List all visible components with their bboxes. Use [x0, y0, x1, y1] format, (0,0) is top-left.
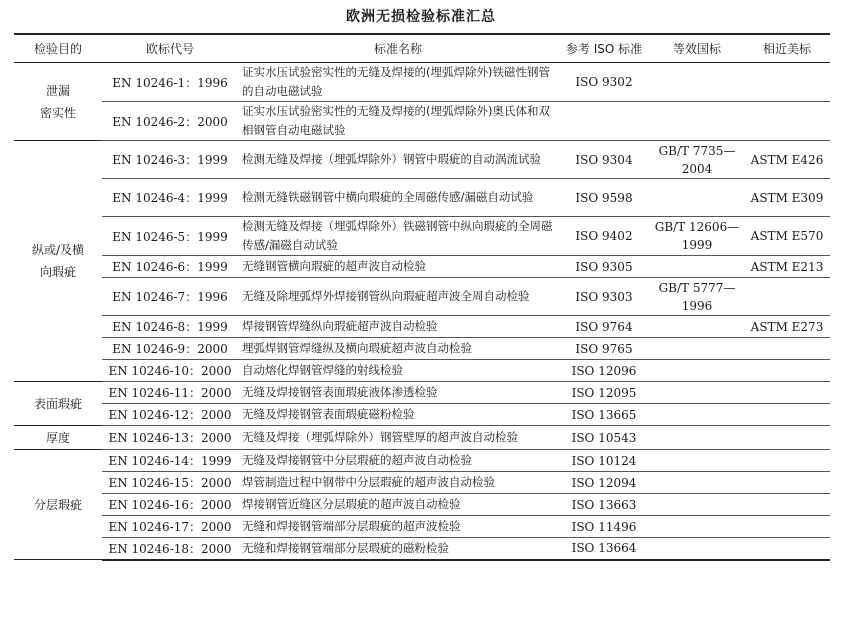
gb-cell	[650, 179, 744, 217]
table-row	[14, 360, 830, 382]
standard-name-cell: 检测无缝及焊接（埋弧焊除外）钢管中瑕疵的自动涡流试验	[238, 141, 558, 179]
table-row	[14, 516, 830, 538]
category-cell: 厚度	[14, 426, 102, 450]
iso-cell: ISO 13663	[558, 494, 650, 516]
table-row	[14, 338, 830, 360]
iso-cell: ISO 9305	[558, 256, 650, 278]
astm-cell: ASTM E213	[744, 256, 830, 278]
table-row	[14, 179, 830, 217]
gb-cell	[650, 382, 744, 404]
en-code-cell: EN 10246-12：2000	[102, 404, 238, 426]
gb-cell	[650, 63, 744, 102]
en-code-cell: EN 10246-8：1999	[102, 316, 238, 338]
standard-name-cell: 无缝及焊接钢管表面瑕疵液体渗透检验	[238, 382, 558, 404]
standard-name-cell: 无缝钢管横向瑕疵的超声波自动检验	[238, 256, 558, 278]
astm-cell	[744, 382, 830, 404]
en-code-cell: EN 10246-1：1996	[102, 63, 238, 102]
en-code-cell: EN 10246-13：2000	[102, 426, 238, 450]
gb-cell	[650, 338, 744, 360]
header-en-code: 欧标代号	[102, 34, 238, 63]
standard-name-cell: 焊管制造过程中钢带中分层瑕疵的超声波自动检验	[238, 472, 558, 494]
gb-cell	[650, 360, 744, 382]
astm-cell	[744, 278, 830, 316]
header-astm: 相近美标	[744, 34, 830, 63]
gb-cell	[650, 426, 744, 450]
astm-cell: ASTM E309	[744, 179, 830, 217]
standard-name-cell: 证实水压试验密实性的无缝及焊接的(埋弧焊除外)铁磁性钢管的自动电磁试验	[238, 63, 558, 102]
table-row	[14, 102, 830, 141]
standard-name-cell: 自动熔化焊钢管焊缝的射线检验	[238, 360, 558, 382]
standard-name-cell: 无缝及焊接（埋弧焊除外）钢管壁厚的超声波自动检验	[238, 426, 558, 450]
table-row	[14, 472, 830, 494]
astm-cell	[744, 426, 830, 450]
iso-cell: ISO 12094	[558, 472, 650, 494]
header-standard-name: 标准名称	[238, 34, 558, 63]
table-row	[14, 141, 830, 179]
astm-cell	[744, 450, 830, 472]
gb-cell	[650, 472, 744, 494]
en-code-cell: EN 10246-5：1999	[102, 217, 238, 256]
table-row	[14, 382, 830, 404]
gb-cell	[650, 102, 744, 141]
standard-name-cell: 无缝及焊接钢管表面瑕疵磁粉检验	[238, 404, 558, 426]
en-code-cell: EN 10246-4：1999	[102, 179, 238, 217]
en-code-cell: EN 10246-2：2000	[102, 102, 238, 141]
astm-cell: ASTM E426	[744, 141, 830, 179]
standard-name-cell: 检测无缝铁磁钢管中横向瑕疵的全周磁传感/漏磁自动试验	[238, 179, 558, 217]
en-code-cell: EN 10246-6：1999	[102, 256, 238, 278]
gb-cell	[650, 316, 744, 338]
table-row	[14, 494, 830, 516]
gb-cell	[650, 494, 744, 516]
gb-cell: GB/T 7735— 2004	[650, 141, 744, 179]
table-row	[14, 256, 830, 278]
table-row	[14, 316, 830, 338]
iso-cell: ISO 9764	[558, 316, 650, 338]
en-code-cell: EN 10246-10：2000	[102, 360, 238, 382]
astm-cell	[744, 472, 830, 494]
astm-cell	[744, 63, 830, 102]
astm-cell: ASTM E273	[744, 316, 830, 338]
iso-cell: ISO 13665	[558, 404, 650, 426]
table-row	[14, 63, 830, 102]
iso-cell: ISO 13664	[558, 538, 650, 560]
gb-cell: GB/T 12606— 1999	[650, 217, 744, 256]
gb-cell	[650, 538, 744, 560]
astm-cell	[744, 538, 830, 560]
header-purpose: 检验目的	[14, 34, 102, 63]
table-row	[14, 278, 830, 316]
category-cell: 泄漏 密实性	[14, 63, 102, 141]
en-code-cell: EN 10246-3：1999	[102, 141, 238, 179]
gb-cell	[650, 404, 744, 426]
astm-cell	[744, 360, 830, 382]
iso-cell: ISO 12096	[558, 360, 650, 382]
table-row	[14, 450, 830, 472]
standards-table	[14, 33, 830, 561]
iso-cell: ISO 10124	[558, 450, 650, 472]
iso-cell	[558, 102, 650, 141]
category-cell: 纵或/及横 向瑕疵	[14, 141, 102, 382]
iso-cell: ISO 9304	[558, 141, 650, 179]
astm-cell	[744, 494, 830, 516]
header-iso: 参考 ISO 标准	[558, 34, 650, 63]
table-row	[14, 404, 830, 426]
gb-cell	[650, 516, 744, 538]
en-code-cell: EN 10246-15：2000	[102, 472, 238, 494]
category-cell: 表面瑕疵	[14, 382, 102, 426]
gb-cell	[650, 450, 744, 472]
astm-cell	[744, 516, 830, 538]
table-row	[14, 426, 830, 450]
iso-cell: ISO 9303	[558, 278, 650, 316]
iso-cell: ISO 9598	[558, 179, 650, 217]
iso-cell: ISO 11496	[558, 516, 650, 538]
standard-name-cell: 无缝和焊接钢管端部分层瑕疵的磁粉检验	[238, 538, 558, 560]
astm-cell	[744, 102, 830, 141]
standard-name-cell: 检测无缝及焊接（埋弧焊除外）铁磁钢管中纵向瑕疵的全周磁传感/漏磁自动试验	[238, 217, 558, 256]
standard-name-cell: 无缝及除埋弧焊外焊接钢管纵向瑕疵超声波全周自动检验	[238, 278, 558, 316]
table-row	[14, 538, 830, 560]
table-header-row	[14, 34, 830, 63]
astm-cell	[744, 404, 830, 426]
standard-name-cell: 无缝和焊接钢管端部分层瑕疵的超声波检验	[238, 516, 558, 538]
gb-cell	[650, 256, 744, 278]
en-code-cell: EN 10246-18：2000	[102, 538, 238, 560]
en-code-cell: EN 10246-11：2000	[102, 382, 238, 404]
iso-cell: ISO 12095	[558, 382, 650, 404]
page-title: 欧洲无损检验标准汇总	[346, 9, 496, 25]
en-code-cell: EN 10246-14：1999	[102, 450, 238, 472]
standard-name-cell: 焊接钢管焊缝纵向瑕疵超声波自动检验	[238, 316, 558, 338]
standard-name-cell: 无缝及焊接钢管中分层瑕疵的超声波自动检验	[238, 450, 558, 472]
gb-cell: GB/T 5777— 1996	[650, 278, 744, 316]
en-code-cell: EN 10246-9：2000	[102, 338, 238, 360]
en-code-cell: EN 10246-16：2000	[102, 494, 238, 516]
iso-cell: ISO 9765	[558, 338, 650, 360]
header-gb: 等效国标	[650, 34, 744, 63]
standard-name-cell: 焊接钢管近缝区分层瑕疵的超声波自动检验	[238, 494, 558, 516]
category-cell: 分层瑕疵	[14, 450, 102, 560]
astm-cell: ASTM E570	[744, 217, 830, 256]
standard-name-cell: 埋弧焊钢管焊缝纵及横向瑕疵超声波自动检验	[238, 338, 558, 360]
astm-cell	[744, 338, 830, 360]
iso-cell: ISO 10543	[558, 426, 650, 450]
iso-cell: ISO 9402	[558, 217, 650, 256]
iso-cell: ISO 9302	[558, 63, 650, 102]
standard-name-cell: 证实水压试验密实性的无缝及焊接的(埋弧焊除外)奥氏体和双相钢管自动电磁试验	[238, 102, 558, 141]
en-code-cell: EN 10246-17：2000	[102, 516, 238, 538]
en-code-cell: EN 10246-7：1996	[102, 278, 238, 316]
table-row	[14, 217, 830, 256]
